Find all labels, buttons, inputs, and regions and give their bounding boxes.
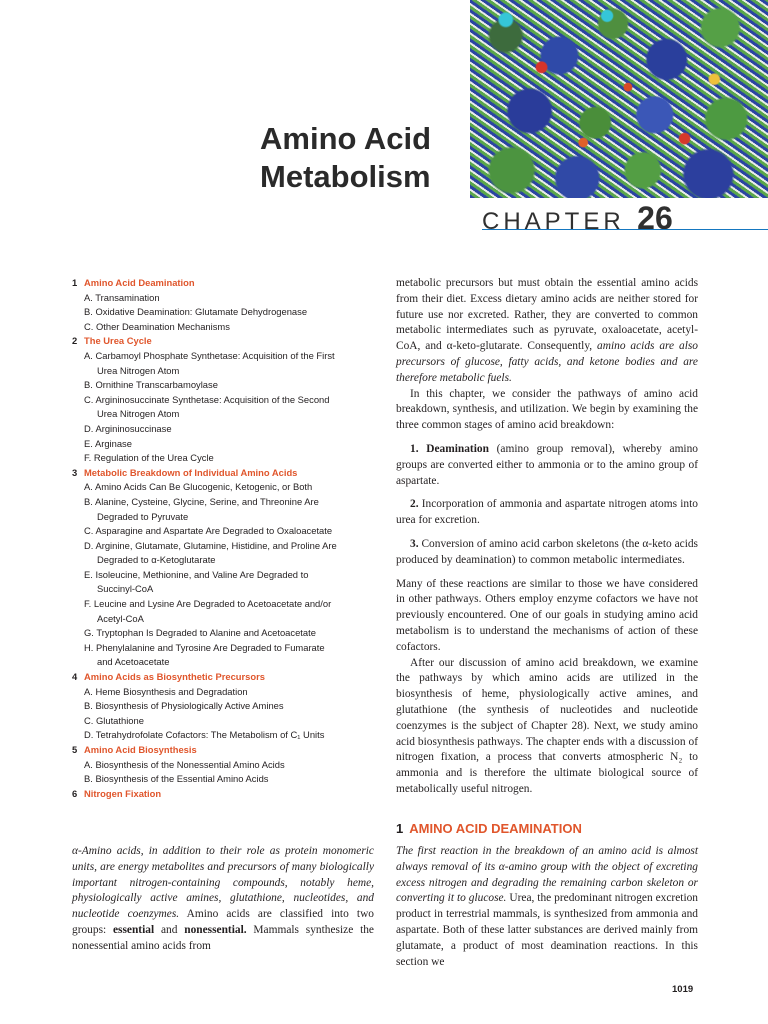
chapter-title-line1: Amino Acid	[260, 121, 432, 156]
outline-subsection: C. Asparagine and Aspartate Are Degraded to Oxaloacetate	[84, 525, 333, 537]
chapter-outline	[72, 276, 382, 801]
outline-subsection: A. Amino Acids Can Be Glucogenic, Ketogenic, or Both	[84, 481, 313, 493]
outline-subsection: H. Phenylalanine and Tyrosine Are Degraded to Fumarate	[84, 641, 325, 653]
intro-text2: and	[154, 923, 185, 936]
outline-subsection: C. Other Deamination Mechanisms	[84, 320, 230, 332]
outline-subsection: B. Biosynthesis of the Essential Amino Acids	[84, 773, 269, 785]
outline-section-title: Metabolic Breakdown of Individual Amino Acids	[84, 466, 298, 478]
section-number: 1	[396, 821, 404, 836]
section-heading	[396, 821, 698, 836]
outline-section-title: The Urea Cycle	[84, 335, 152, 347]
stage-3-text: Conversion of amino acid carbon skeletons (the α-keto acids produced by deamination) to common metabolic intermediates.	[396, 537, 698, 566]
intro-italic: α-Amino acids, in addition to their role as protein monomeric units, are energy metabolites and precursors of many biologically important nitrogen-containing compounds, notably heme, physiologically active amines, glutathione, nucleotides, and nucleotide coenzymes.	[72, 845, 374, 921]
stage-2-text: Incorporation of ammonia and aspartate nitrogen atoms into urea for excretion.	[396, 498, 698, 527]
chapter-opener-image	[470, 0, 768, 198]
intro-text1: Amino acids are classified into two groups:	[72, 908, 375, 936]
outline-section-number: 3	[72, 466, 78, 478]
outline-subsection: B. Alanine, Cysteine, Glycine, Serine, and Threonine Are	[84, 495, 319, 507]
outline-subsection: C. Argininosuccinate Synthetase: Acquisition of the Second	[84, 393, 330, 405]
outline-subsection: A. Carbamoyl Phosphate Synthetase: Acquisition of the First	[84, 349, 335, 361]
outline-section-title: Nitrogen Fixation	[84, 787, 162, 799]
stage-3-number: 3.	[410, 537, 419, 550]
chapter-title	[260, 120, 470, 196]
right-column	[396, 276, 698, 798]
outline-subsection: and Acetoacetate	[97, 656, 170, 668]
outline-subsection: C. Glutathione	[84, 714, 144, 726]
outline-section-number: 5	[72, 744, 78, 755]
intro-paragraph	[72, 844, 374, 955]
outline-subsection: Succinyl-CoA	[97, 583, 154, 595]
outline-subsection: D. Tetrahydrofolate Cofactors: The Metabolism of C₁ Units	[84, 729, 325, 741]
outline-section-4	[72, 670, 382, 685]
outline-subsection: A. Biosynthesis of the Nonessential Amino Acids	[84, 758, 285, 770]
outline-subsection: D. Argininosuccinase	[84, 422, 172, 434]
nonessential-term: nonessential.	[184, 923, 247, 936]
outline-section-title: Amino Acid Deamination	[84, 277, 195, 288]
section-title: AMINO ACID DEAMINATION	[409, 821, 582, 836]
intro-text3: Mammals synthesize the nonessential amino acids from	[72, 923, 374, 952]
outline-subsection: F. Regulation of the Urea Cycle	[84, 452, 214, 464]
outline-subsection: E. Arginase	[84, 437, 132, 449]
outline-subsection: A. Heme Biosynthesis and Degradation	[84, 685, 248, 697]
outline-section-title: Amino Acid Biosynthesis	[84, 744, 197, 755]
page-number: 1019	[672, 984, 694, 995]
right-paragraph-1	[396, 276, 698, 387]
essential-term: essential	[113, 923, 155, 936]
outline-subsection: E. Isoleucine, Methionine, and Valine Are Degraded to	[84, 568, 309, 580]
stage-item-1	[396, 442, 698, 489]
section-text: Urea, the predominant nitrogen excretion product in terrestrial mammals, is synthesized from ammonia and aspartate. Both of these latter substances are derived mainly from glutamate, a product of most deamination reactions. In this section we	[396, 892, 698, 968]
outline-subsection: B. Biosynthesis of Physiologically Active Amines	[84, 700, 284, 712]
outline-subsection: A. Transamination	[84, 291, 160, 303]
outline-section-2	[72, 334, 382, 349]
section-paragraph	[396, 844, 698, 970]
chapter-label	[482, 200, 673, 236]
outline-section-title: Amino Acids as Biosynthetic Precursors	[84, 671, 265, 683]
stage-item-3	[396, 537, 698, 569]
chapter-rule	[482, 229, 768, 230]
right-paragraph-2: In this chapter, we consider the pathways of amino acid breakdown, synthesis, and utilization. We begin by examining the three common stages of amino acid breakdown:	[396, 387, 698, 432]
outline-subsection: Urea Nitrogen Atom	[97, 408, 180, 420]
outline-subsection: G. Tryptophan Is Degraded to Alanine and Acetoacetate	[84, 627, 316, 639]
section-italic: The first reaction in the breakdown of an amino acid is almost always removal of its α-amino group with the object of excreting excess nitrogen and degrading the remaining carbon skeleton or converting it to glucose.	[396, 845, 698, 905]
stage-1-term: Deamination	[426, 442, 489, 455]
chapter-word: CHAPTER	[482, 208, 625, 235]
outline-section-number: 1	[72, 277, 78, 288]
stage-2-number: 2.	[410, 498, 419, 511]
right-p1-text: metabolic precursors but must obtain the essential amino acids from their diet. Excess dietary amino acids are neither stored for future use nor excreted. Rather, they are converted to common metabolic intermediates such as pyruvate, oxaloacetate, acetyl-CoA, and α-keto-glutarate. Consequently,	[396, 277, 698, 353]
outline-section-6	[72, 787, 382, 802]
outline-subsection: Degraded to α-Ketoglutarate	[97, 554, 216, 566]
stage-item-2	[396, 497, 698, 529]
outline-section-1	[72, 276, 382, 291]
right-paragraph-4: After our discussion of amino acid breakdown, we examine the pathways by which amino acids are utilized in the biosynthesis of heme, physiologically active amines, and glutathione (the synthesis of nucleotides and nucleotide coenzymes is the subject of Chapter 28). Next, we study amino acid biosynthesis pathways. The chapter ends with a discussion of nitrogen fixation, a process that converts atmospheric N₂ to ammonia and is therefore the ultimate biological source of metabolically useful nitrogen.	[396, 656, 698, 795]
outline-section-3	[72, 466, 382, 481]
outline-section-number: 6	[72, 787, 78, 799]
outline-subsection: Urea Nitrogen Atom	[97, 364, 180, 376]
outline-section-5	[72, 743, 382, 758]
chapter-title-line2: Metabolism	[260, 158, 431, 194]
outline-subsection: D. Arginine, Glutamate, Glutamine, Histidine, and Proline Are	[84, 539, 337, 551]
outline-section-number: 4	[72, 671, 78, 683]
stage-1-number: 1.	[410, 442, 419, 455]
right-paragraph-3: Many of these reactions are similar to those we have considered in other pathways. Others employ enzyme cofactors we have not previously encountered. One of our goals in studying amino acid metabolism is to understand the mechanisms of action of these cofactors.	[396, 577, 698, 653]
right-p1-italic: amino acids are also precursors of glucose, fatty acids, and ketone bodies and are therefore metabolic fuels.	[396, 340, 699, 384]
outline-subsection: F. Leucine and Lysine Are Degraded to Acetoacetate and/or	[84, 598, 332, 610]
outline-subsection: Degraded to Pyruvate	[97, 510, 189, 522]
outline-subsection: B. Oxidative Deamination: Glutamate Dehydrogenase	[84, 306, 308, 318]
chapter-number: 26	[637, 200, 673, 236]
outline-subsection: Acetyl-CoA	[97, 612, 144, 624]
stage-1-text: (amino group removal), whereby amino groups are converted either to ammonia or to the amino group of aspartate.	[396, 442, 698, 487]
outline-subsection: B. Ornithine Transcarbamoylase	[84, 379, 218, 391]
outline-section-number: 2	[72, 335, 78, 347]
